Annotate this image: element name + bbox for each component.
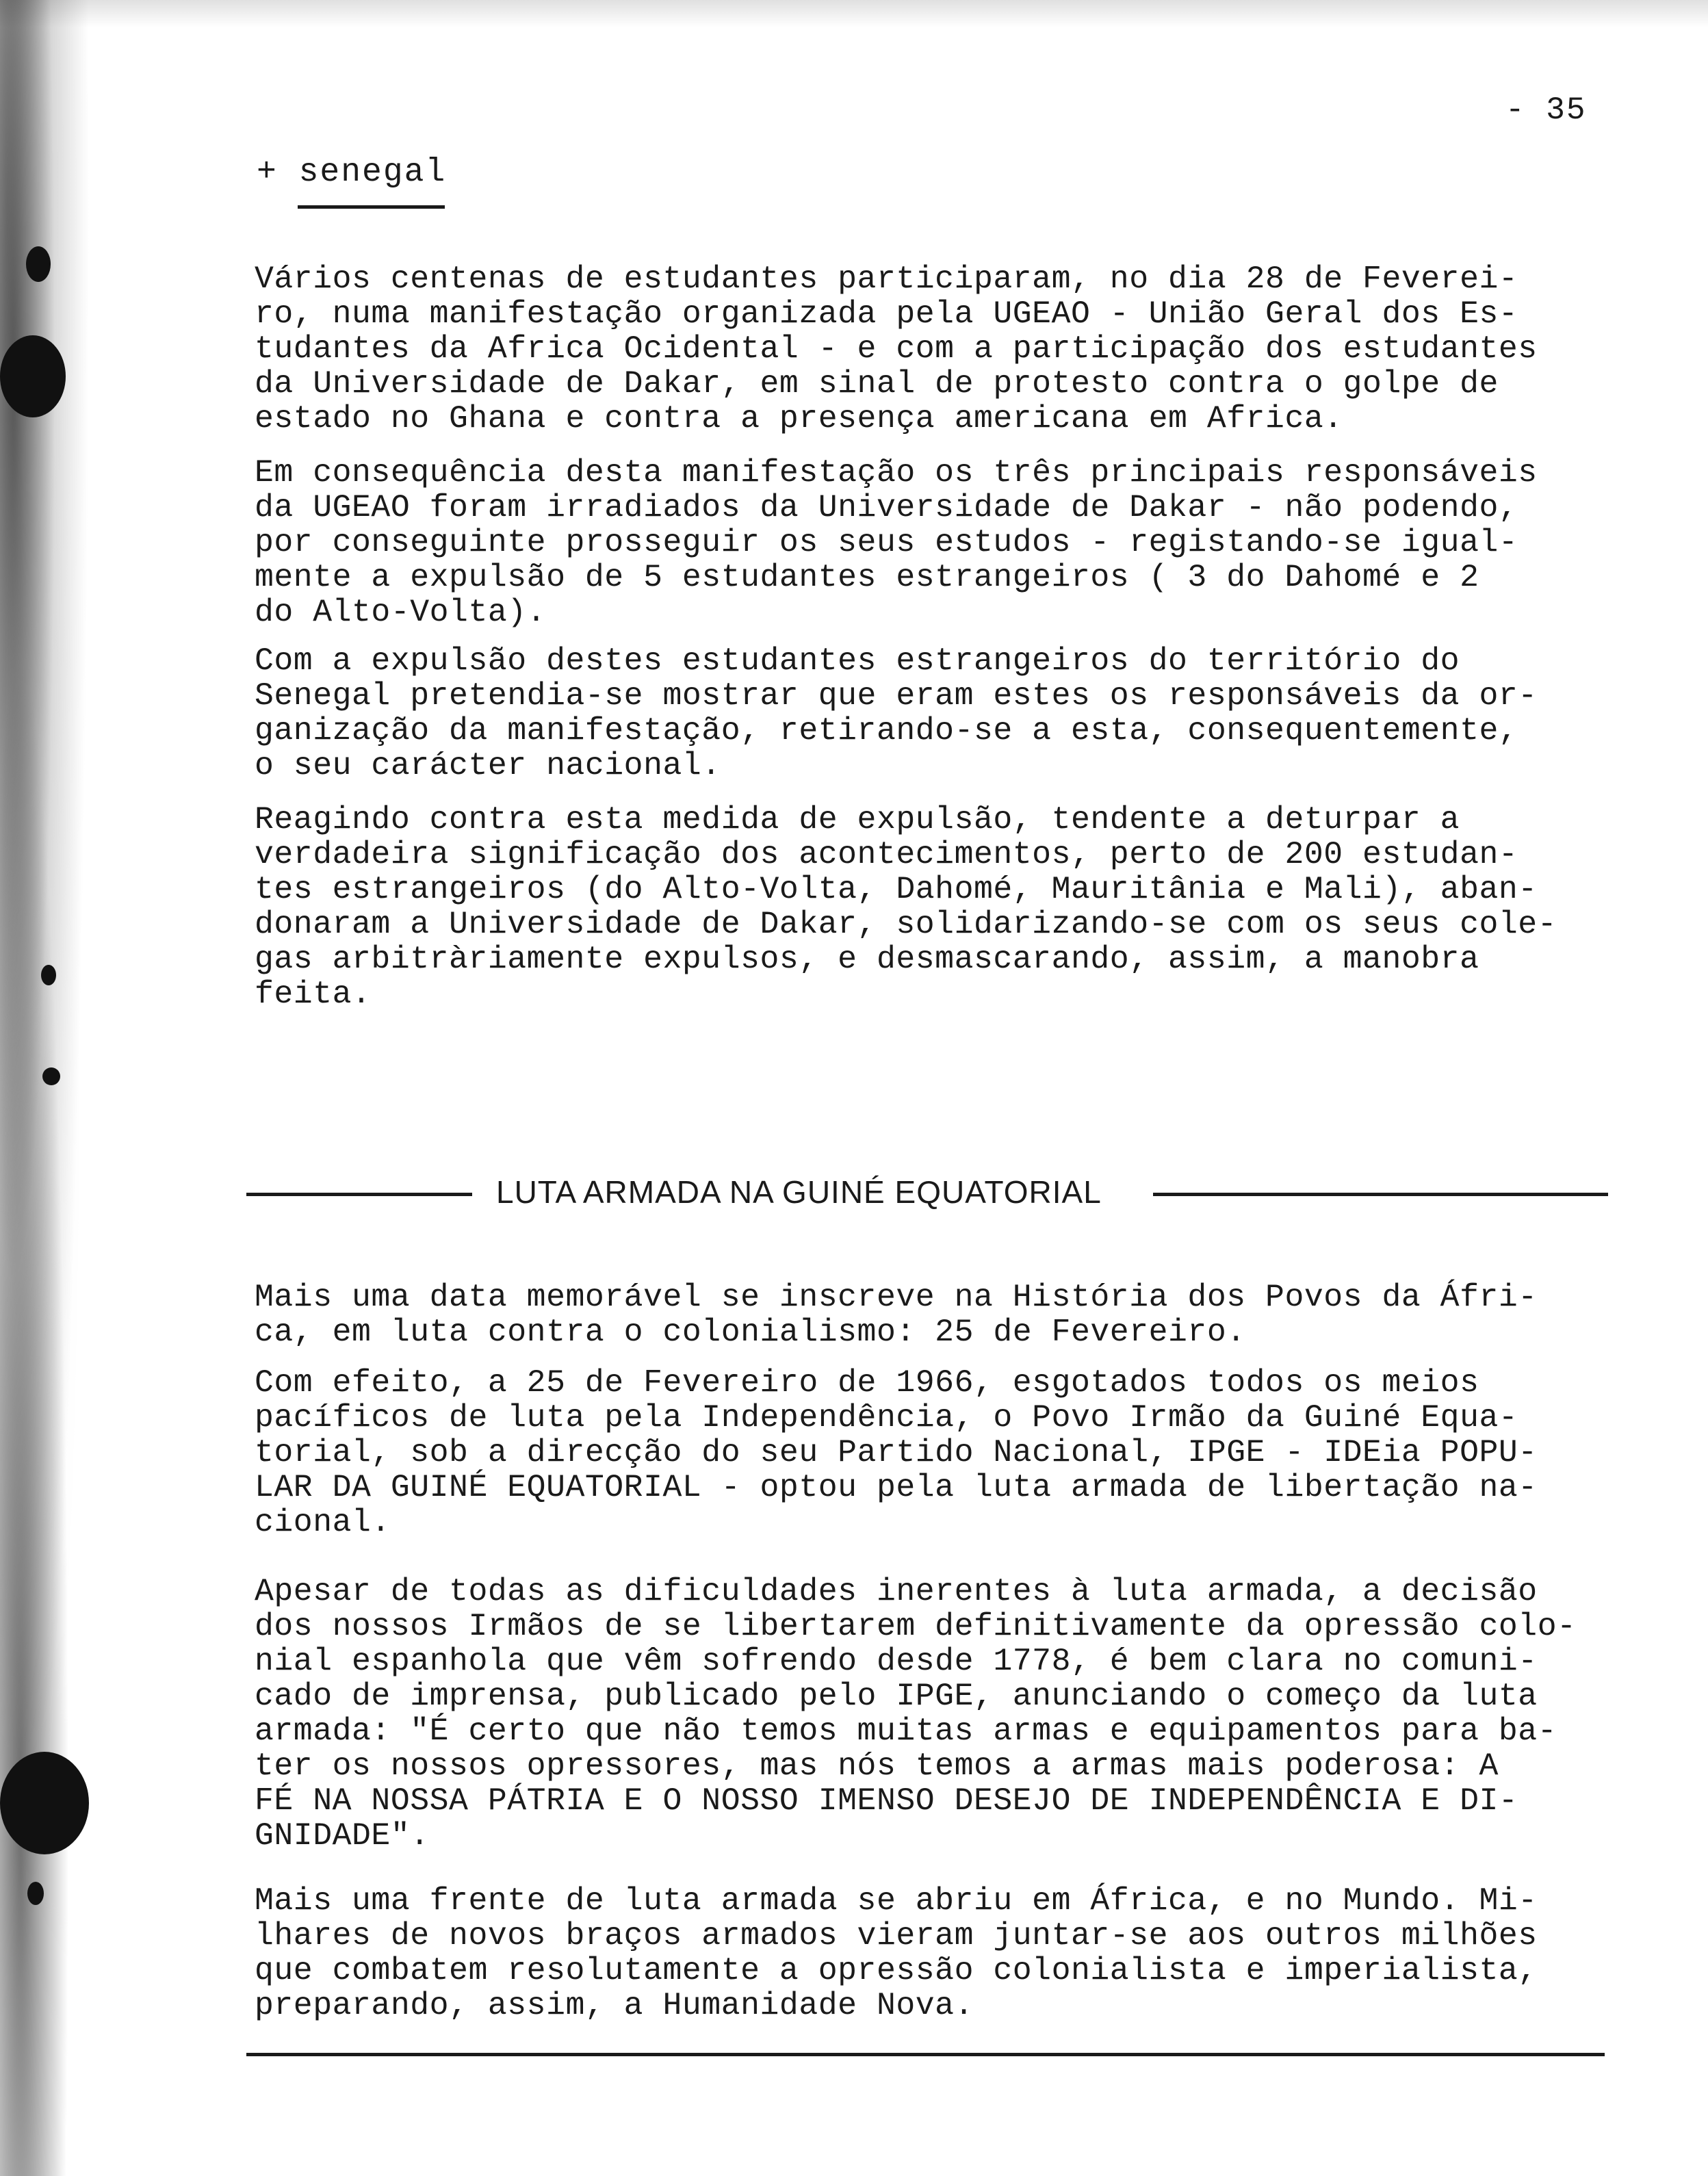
heading-rule-left	[246, 1193, 472, 1196]
punch-hole	[41, 965, 56, 985]
paragraph: Vários centenas de estudantes participaram, no dia 28 de Feverei- ro, numa manifestação organizada pela UGEAO - União Geral dos Es- tudantes da Africa Ocidental - e com a participação dos estudantes da Universidade de Dakar, em sinal de protesto contra o golpe de estado no Ghana e contra a presença americana em Africa.	[255, 261, 1538, 437]
paragraph: Mais uma data memorável se inscreve na História dos Povos da Áfri- ca, em luta contra o colonialismo: 25 de Fevereiro.	[255, 1279, 1538, 1350]
punch-hole	[42, 1067, 60, 1085]
paragraph: Em consequência desta manifestação os três principais responsáveis da UGEAO foram irradiados da Universidade de Dakar - não podendo, por conseguinte prosseguir os seus estudos - registando-se igual- mente a expulsão de 5 estudantes estrangeiros ( 3 do Dahomé e 2 do Alto-Volta).	[255, 454, 1538, 630]
paragraph: Com a expulsão destes estudantes estrangeiros do território do Senegal pretendia-se mostrar que eram estes os responsáveis da or- ganização da manifestação, retirando-se a esta, consequentemente, o seu carácter nacional.	[255, 643, 1538, 783]
section-label: + senegal	[257, 154, 447, 191]
paragraph: Mais uma frente de luta armada se abriu em África, e no Mundo. Mi- lhares de novos braços armados vieram juntar-se aos outros milhões que combatem resolutamente a opressão colonialista e imperialista, preparando, assim, a Humanidade Nova.	[255, 1882, 1538, 2023]
paragraph: Com efeito, a 25 de Fevereiro de 1966, esgotados todos os meios pacíficos de luta pela Independência, o Povo Irmão da Guiné Equa- torial, sob a direcção do seu Partido Nacional, IPGE - IDEia POPU- LAR DA GUINÉ EQUATORIAL - optou pela luta armada de libertação na- cional.	[255, 1364, 1538, 1540]
paragraph: Reagindo contra esta medida de expulsão, tendente a deturpar a verdadeira significação dos acontecimentos, perto de 200 estudan- tes estrangeiros (do Alto-Volta, Dahomé, Mauritânia e Mali), aban- donaram a Universidade de Dakar, solidarizando-se com os seus cole- gas arbitràriamente expulsos, e desmascarando, assim, a manobra feita.	[255, 801, 1557, 1012]
punch-hole	[27, 1882, 44, 1905]
punch-hole	[0, 1752, 89, 1854]
heading-rule-right	[1153, 1193, 1608, 1196]
scan-shadow-top	[0, 0, 1708, 27]
section-heading	[246, 1174, 1608, 1215]
paragraph: Apesar de todas as dificuldades inerentes à luta armada, a decisão dos nossos Irmãos de se libertarem definitivamente da opressão colo- nial espanhola que vêm sofrendo desde 1778, é bem clara no comuni- cado de imprensa, publicado pelo IPGE, anunciando o começo da luta armada: "É certo que não temos muitas armas e equipamentos para ba- ter os nossos opressores, mas nós temos a armas mais poderosa: A FÉ NA NOSSA PÁTRIA E O NOSSO IMENSO DESEJO DE INDEPENDÊNCIA E DI- GNIDADE".	[255, 1573, 1577, 1854]
heading-title: LUTA ARMADA NA GUINÉ EQUATORIAL	[496, 1174, 1102, 1210]
page-number: - 35	[1505, 92, 1587, 128]
section-label-underline	[298, 205, 445, 209]
punch-hole	[0, 335, 66, 417]
punch-hole	[26, 246, 51, 282]
bottom-rule	[246, 2053, 1605, 2056]
